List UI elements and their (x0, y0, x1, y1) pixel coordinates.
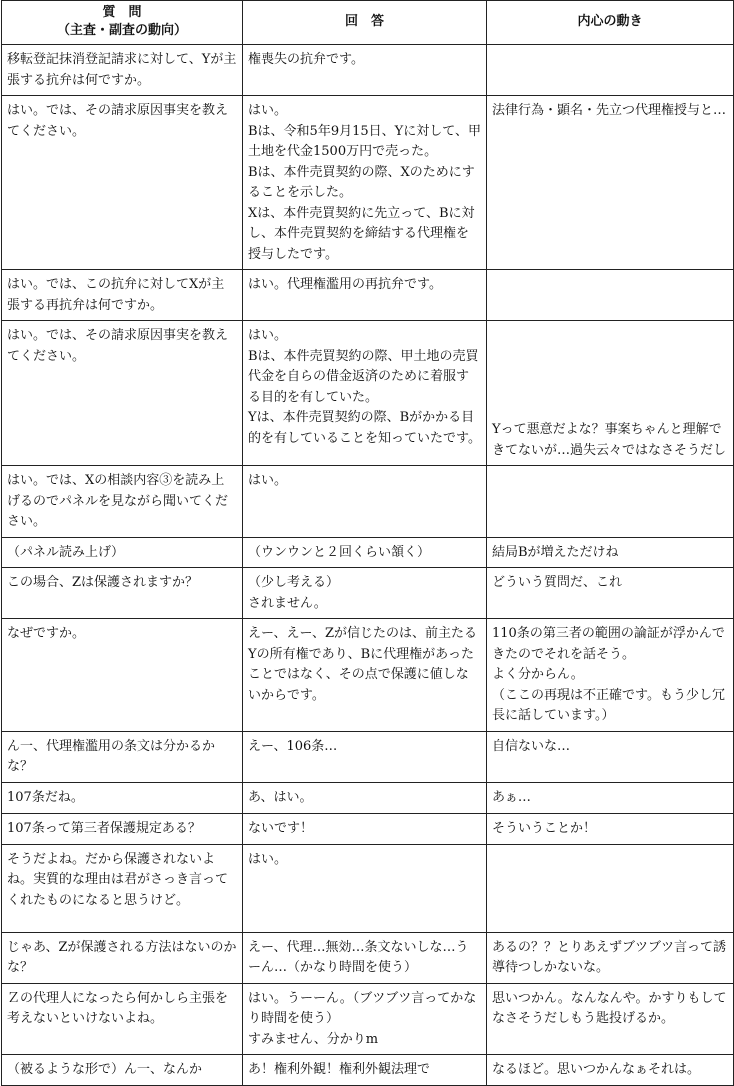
header-answer: 回 答 (243, 1, 487, 45)
table-row (2, 813, 734, 844)
question-cell: （被るような形で）ん一、なんか (2, 1055, 243, 1086)
inner-cell (487, 270, 734, 321)
answer-cell: 権喪失の抗弁です。 (243, 45, 487, 96)
table-header-row (2, 1, 734, 45)
question-cell: 107条って第三者保護規定ある？ (2, 813, 243, 844)
question-cell: （パネル読み上げ） (2, 537, 243, 568)
table-row (2, 45, 734, 96)
inner-cell: あるの？？とりあえずブツブツ言って誘導待つしかないな。 (487, 932, 734, 983)
inner-cell: 110条の第三者の範囲の論証が浮かんできたのでそれを話そう。 よく分からん。 （ここの再現は不正確です。もう少し冗長に話しています。） (487, 619, 734, 732)
header-question-line2: （主査・副査の動向） (56, 23, 187, 38)
table-row (2, 782, 734, 813)
inner-cell: 結局Bが増えただけね (487, 537, 734, 568)
answer-cell: はい。 (243, 466, 487, 538)
inner-cell (487, 466, 734, 538)
answer-cell: えー、106条… (243, 731, 487, 782)
table-row (2, 844, 734, 932)
question-cell: この場合、Zは保護されますか？ (2, 568, 243, 619)
question-cell: なぜですか。 (2, 619, 243, 732)
question-cell: Ｚの代理人になったら何かしら主張を考えないといけないよね。 (2, 983, 243, 1055)
answer-cell: えー、えー、Zが信じたのは、前主たるYの所有権であり、Bに代理権があったことではなく、その点で保護に値しないからです。 (243, 619, 487, 732)
question-cell: 107条だね。 (2, 782, 243, 813)
answer-cell: はい。 Bは、令和5年9月15日、Yに対して、甲土地を代金1500万円で売った。 Bは、本件売買契約の際、Xのためにすることを示した。 Xは、本件売買契約に先立って、Bに対し、本件売買契約を締結する代理権を授与したです。 (243, 96, 487, 270)
answer-cell: あ！権利外観！権利外観法理で (243, 1055, 487, 1086)
inner-cell: 思いつかん。なんなんや。かすりもしてなさそうだしもう匙投げるか。 (487, 983, 734, 1055)
table-row (2, 321, 734, 466)
answer-cell: あ、はい。 (243, 782, 487, 813)
inner-cell (487, 844, 734, 932)
table-row (2, 1055, 734, 1086)
question-cell: ん一、代理権濫用の条文は分かるかな？ (2, 731, 243, 782)
answer-cell: （少し考える） されません。 (243, 568, 487, 619)
inner-cell: あぁ… (487, 782, 734, 813)
inner-cell: そういうことか！ (487, 813, 734, 844)
inner-cell (487, 45, 734, 96)
table-row (2, 537, 734, 568)
inner-text: Yって悪意だよな？事案ちゃんと理解できてないが…過失云々ではなさそうだし (492, 422, 727, 458)
header-question (2, 1, 243, 45)
table-row (2, 619, 734, 732)
inner-cell: どういう質問だ、これ (487, 568, 734, 619)
answer-cell: はい。 Bは、本件売買契約の際、甲土地の売買代金を自らの借金返済のために着服する目的を有していた。 Yは、本件売買契約の際、Bがかかる目的を有していることを知っていたです。 (243, 321, 487, 466)
header-question-line1: 質 問 (102, 5, 142, 20)
inner-cell: 自信ないな… (487, 731, 734, 782)
inner-cell (487, 321, 734, 466)
question-cell: 移転登記抹消登記請求に対して、Yが主張する抗弁は何ですか。 (2, 45, 243, 96)
answer-cell: えー、代理…無効…条文ないしな…うーん…（かなり時間を使う） (243, 932, 487, 983)
question-cell: はい。では、その請求原因事実を教えてください。 (2, 321, 243, 466)
question-cell: はい。では、その請求原因事実を教えてください。 (2, 96, 243, 270)
table-row (2, 731, 734, 782)
answer-cell: はい。代理権濫用の再抗弁です。 (243, 270, 487, 321)
answer-cell: はい。うーーん。（ブツブツ言ってかなり時間を使う） すみません、分かりm (243, 983, 487, 1055)
question-cell: はい。では、Xの相談内容③を読み上げるのでパネルを見ながら聞いてください。 (2, 466, 243, 538)
inner-cell: 法律行為・顕名・先立つ代理権授与と… (487, 96, 734, 270)
answer-cell: はい。 (243, 844, 487, 932)
table-row (2, 96, 734, 270)
question-cell: じゃあ、Zが保護される方法はないのかな？ (2, 932, 243, 983)
table-row (2, 932, 734, 983)
table-row (2, 466, 734, 538)
answer-cell: ないです！ (243, 813, 487, 844)
table-row (2, 270, 734, 321)
answer-cell: （ウンウンと２回くらい頷く） (243, 537, 487, 568)
inner-cell: なるほど。思いつかんなぁそれは。 (487, 1055, 734, 1086)
table-row (2, 568, 734, 619)
question-cell: そうだよね。だから保護されないよね。実質的な理由は君がさっき言ってくれたものになると思うけど。 (2, 844, 243, 932)
interview-table (1, 0, 734, 1086)
header-inner-thoughts: 内心の動き (487, 1, 734, 45)
table-row (2, 983, 734, 1055)
question-cell: はい。では、この抗弁に対してXが主張する再抗弁は何ですか。 (2, 270, 243, 321)
